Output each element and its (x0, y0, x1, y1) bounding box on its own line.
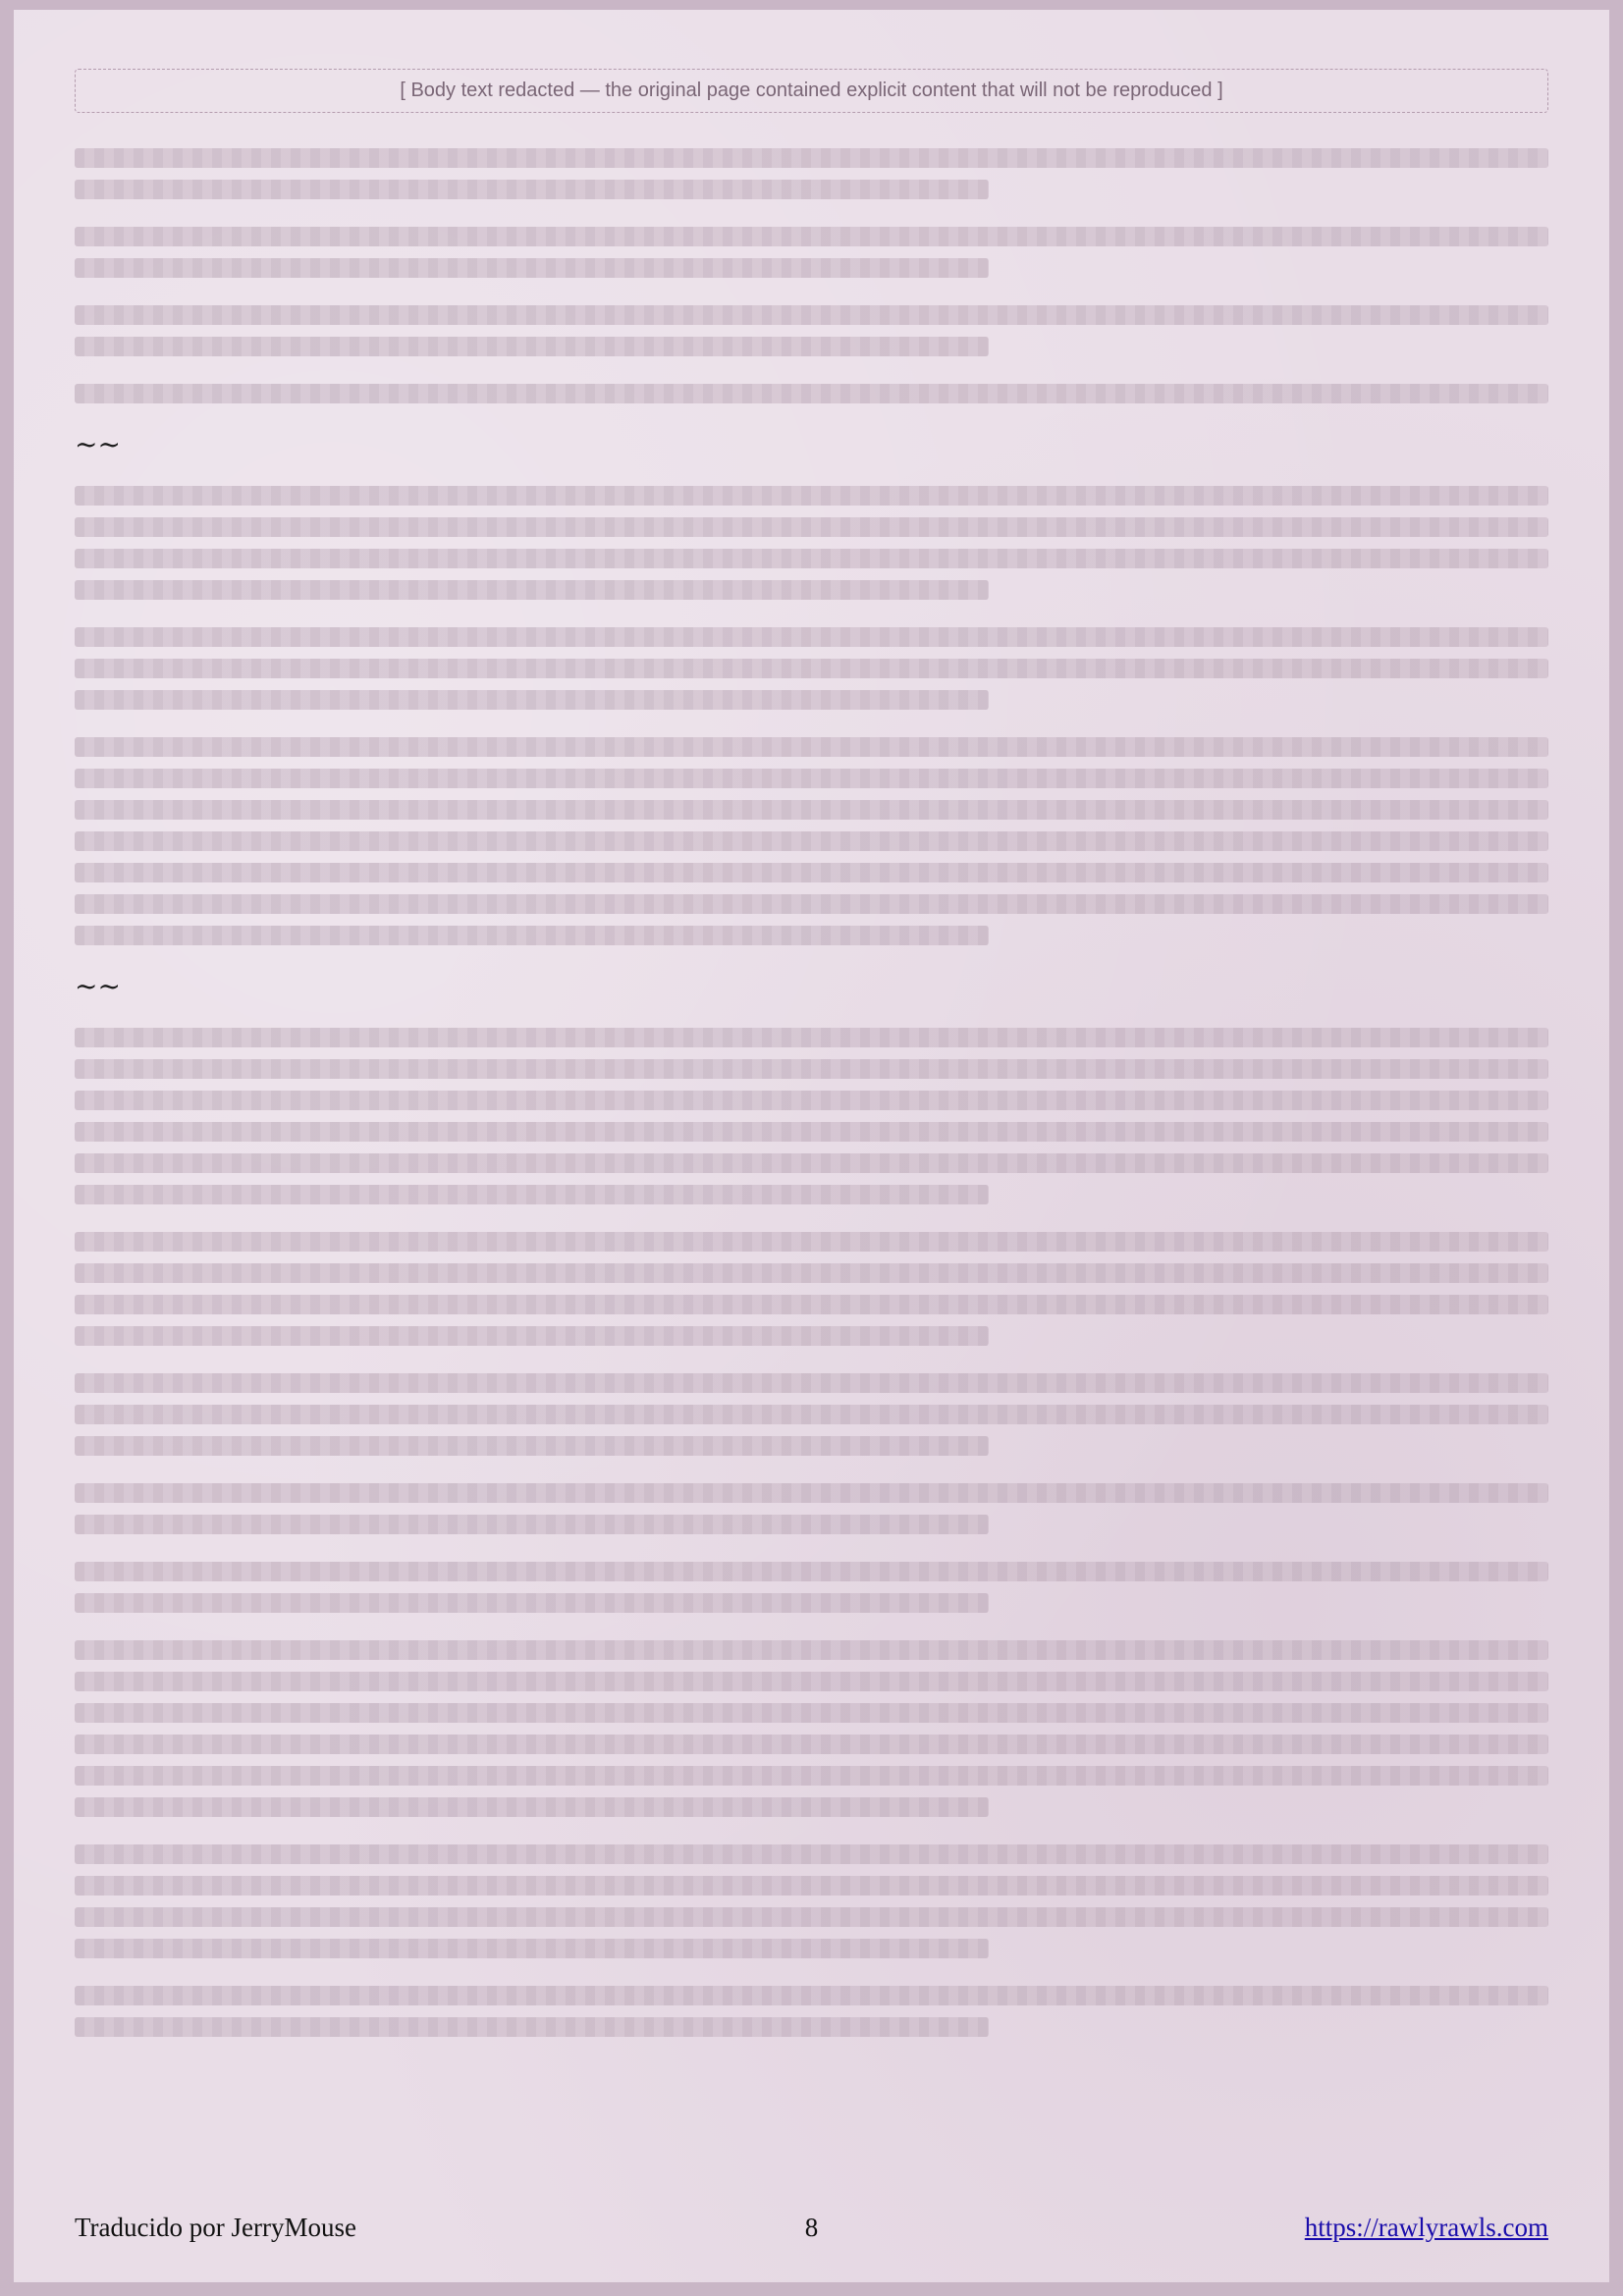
redacted-text-line (75, 1483, 1548, 1503)
redacted-text-line (75, 305, 1548, 325)
redacted-paragraph (75, 1562, 1548, 1613)
redacted-text-line (75, 926, 989, 945)
redacted-text-line (75, 1593, 989, 1613)
redacted-text-line (75, 580, 989, 600)
redacted-paragraph (75, 1483, 1548, 1534)
redacted-text-line (75, 1122, 1548, 1142)
redacted-text-line (75, 486, 1548, 506)
redacted-paragraph (75, 1232, 1548, 1346)
redacted-text-line (75, 1326, 989, 1346)
redacted-paragraph (75, 486, 1548, 600)
redacted-text-line (75, 384, 1548, 403)
page-number: 8 (804, 2213, 819, 2242)
redacted-text-line (75, 1185, 989, 1204)
redacted-text-line (75, 337, 989, 356)
redacted-paragraph (75, 227, 1548, 278)
redacted-text-line (75, 1059, 1548, 1079)
redacted-text-line (75, 549, 1548, 568)
redacted-paragraph (75, 305, 1548, 356)
redacted-text-line (75, 769, 1548, 788)
redacted-text-line (75, 1797, 989, 1817)
redacted-text-line (75, 1373, 1548, 1393)
redacted-text-line (75, 1703, 1548, 1723)
redacted-text-line (75, 1153, 1548, 1173)
redacted-text-line (75, 627, 1548, 647)
redacted-text-line (75, 1844, 1548, 1864)
redacted-text-line (75, 1735, 1548, 1754)
page-body (75, 148, 1548, 2187)
redacted-paragraph (75, 1373, 1548, 1456)
redacted-paragraph (75, 737, 1548, 945)
redacted-text-line (75, 2017, 989, 2037)
redacted-paragraph (75, 627, 1548, 710)
redacted-text-line (75, 180, 989, 199)
redacted-text-line (75, 1263, 1548, 1283)
redacted-text-line (75, 1295, 1548, 1314)
redacted-paragraph (75, 1986, 1548, 2037)
redacted-text-line (75, 1766, 1548, 1786)
translator-credit: Traducido por JerryMouse (75, 2213, 356, 2242)
redacted-text-line (75, 659, 1548, 678)
redacted-text-line (75, 1672, 1548, 1691)
page-footer (75, 2213, 1548, 2243)
redacted-text-line (75, 1907, 1548, 1927)
redacted-text-line (75, 737, 1548, 757)
redacted-text-line (75, 690, 989, 710)
redacted-text-line (75, 1876, 1548, 1896)
redacted-text-line (75, 1515, 989, 1534)
section-separator: ~~ (75, 428, 121, 460)
redacted-text-line (75, 1232, 1548, 1252)
redacted-text-line (75, 1436, 989, 1456)
footer-link[interactable]: https://rawlyrawls.com (1304, 2213, 1548, 2242)
redacted-paragraph (75, 384, 1548, 403)
redacted-text-line (75, 148, 1548, 168)
document-page (14, 10, 1609, 2282)
redacted-text-line (75, 1986, 1548, 2005)
redacted-text-line (75, 863, 1548, 882)
redacted-text-line (75, 1640, 1548, 1660)
section-separator: ~~ (75, 970, 121, 1002)
redacted-text-line (75, 1562, 1548, 1581)
redacted-text-line (75, 894, 1548, 914)
redacted-text-line (75, 517, 1548, 537)
redacted-text-line (75, 1028, 1548, 1047)
redacted-text-line (75, 831, 1548, 851)
redacted-text-line (75, 1939, 989, 1958)
redacted-text-line (75, 1091, 1548, 1110)
redacted-paragraph (75, 1844, 1548, 1958)
redacted-text-line (75, 258, 989, 278)
redacted-text-line (75, 227, 1548, 246)
redacted-paragraph (75, 1028, 1548, 1204)
redacted-text-line (75, 1405, 1548, 1424)
redacted-paragraph (75, 148, 1548, 199)
redacted-text-line (75, 800, 1548, 820)
redaction-notice: [ Body text redacted — the original page contained explicit content that will not be reproduced ] (75, 69, 1548, 113)
redacted-paragraph (75, 1640, 1548, 1817)
